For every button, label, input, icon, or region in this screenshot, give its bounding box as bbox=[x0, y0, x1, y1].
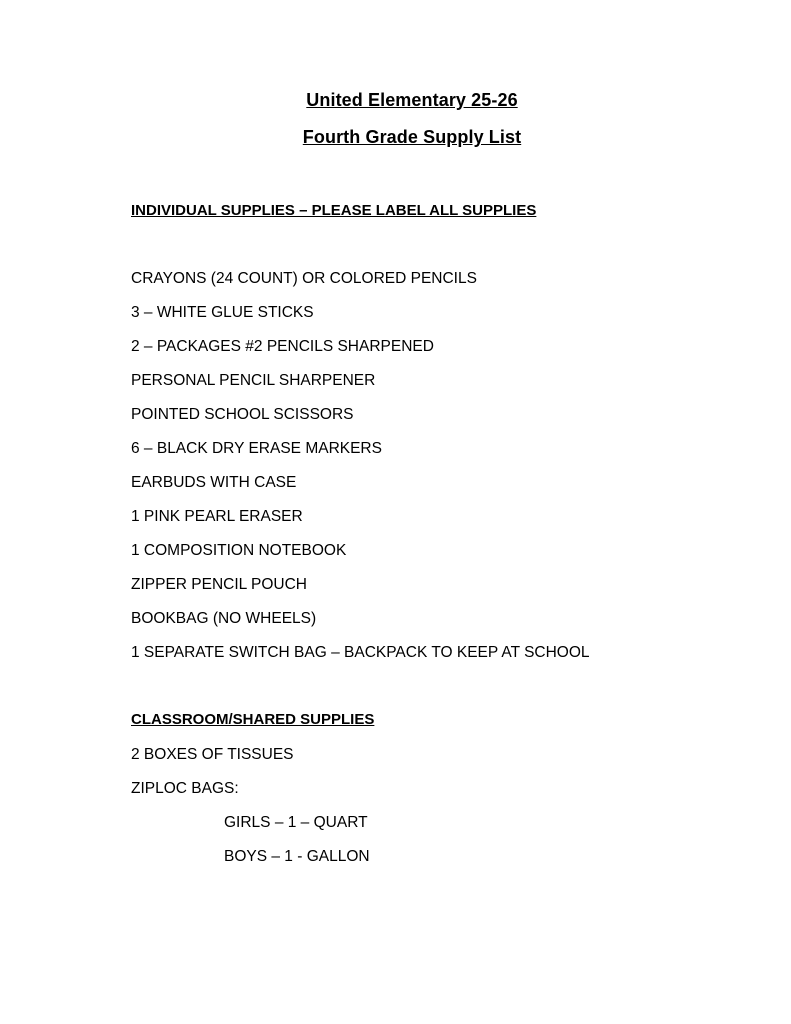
list-item: 2 – PACKAGES #2 PENCILS SHARPENED bbox=[131, 338, 434, 355]
list-item: 1 SEPARATE SWITCH BAG – BACKPACK TO KEEP AT SCHOOL bbox=[131, 644, 590, 661]
list-item: 1 COMPOSITION NOTEBOOK bbox=[131, 542, 347, 559]
list-item: PERSONAL PENCIL SHARPENER bbox=[131, 372, 376, 389]
supply-list-title: Fourth Grade Supply List bbox=[302, 127, 522, 147]
list-item: EARBUDS WITH CASE bbox=[131, 474, 297, 491]
list-item: 1 PINK PEARL ERASER bbox=[131, 508, 303, 525]
list-item: 3 – WHITE GLUE STICKS bbox=[131, 304, 314, 321]
list-item: ZIPLOC BAGS: bbox=[131, 780, 239, 797]
list-item: CRAYONS (24 COUNT) OR COLORED PENCILS bbox=[131, 270, 477, 287]
list-item: 2 BOXES OF TISSUES bbox=[131, 746, 294, 763]
individual-supplies-heading: INDIVIDUAL SUPPLIES – PLEASE LABEL ALL SUPPLIES bbox=[131, 202, 537, 219]
list-item: 6 – BLACK DRY ERASE MARKERS bbox=[131, 440, 382, 457]
list-item: POINTED SCHOOL SCISSORS bbox=[131, 406, 354, 423]
classroom-supplies-heading: CLASSROOM/SHARED SUPPLIES bbox=[131, 711, 375, 728]
sub-list-item: GIRLS – 1 – QUART bbox=[224, 814, 368, 831]
list-item: ZIPPER PENCIL POUCH bbox=[131, 576, 307, 593]
list-item: BOOKBAG (NO WHEELS) bbox=[131, 610, 317, 627]
sub-list-item: BOYS – 1 - GALLON bbox=[224, 848, 370, 865]
school-title: United Elementary 25-26 bbox=[306, 90, 518, 110]
